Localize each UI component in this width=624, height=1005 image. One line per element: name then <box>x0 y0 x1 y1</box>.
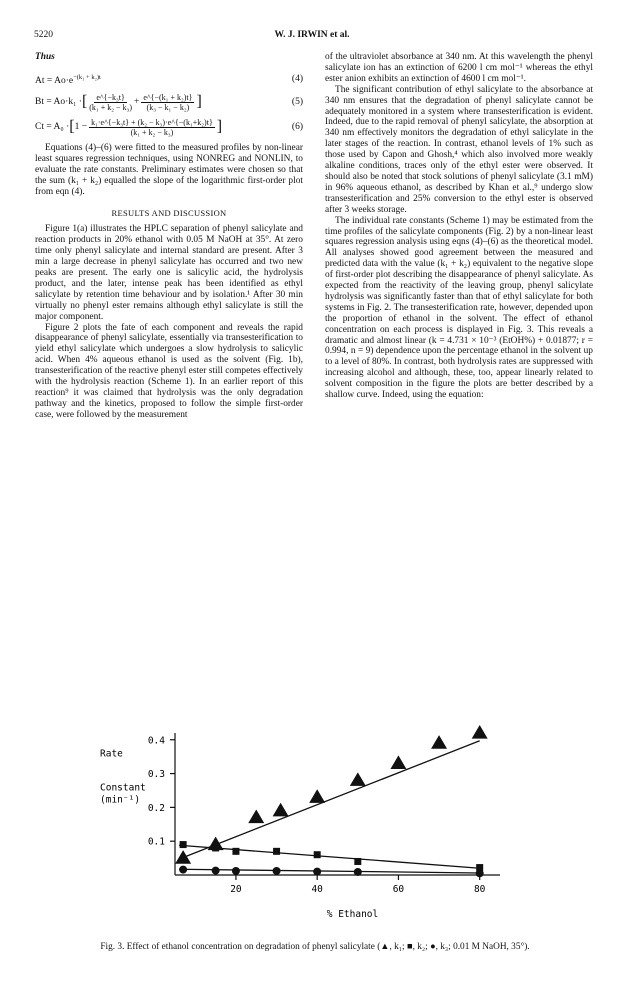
circle-fit-line <box>179 869 480 873</box>
eq4-lhs: At = Ao·e <box>35 76 74 87</box>
y-axis-label: Constant <box>100 782 146 794</box>
right-column <box>325 52 593 401</box>
eq5-term1 <box>89 93 132 112</box>
y-tick-label: 0.1 <box>147 836 165 848</box>
circle-marker <box>232 867 240 875</box>
paragraph: The individual rate constants (Scheme 1) may be estimated from the time profiles of the salicylate components (Fig. 2) by a non-linear least squares regression analysis using eqns (4)–(6) as the theoretical model. All analyses showed good agreement between the measured and predicted data with the value (k₁ + k₂) equivalent to the negative slope of first-order plot describing the disappearance of phenyl salicylate. As expected from the reactivity of the leaving group, phenyl salicylate hydrolysis was significantly faster than that of ethyl salicylate for both systems in Fig. 2. The transesterification rate, however, depended upon the proportion of ethanol in the solvent. The effect of ethanol concentration on each process is displayed in Fig. 3. This reveals a dramatic and almost linear (k = 4.731 × 10⁻³ (EtOH%) + 0.01877; r = 0.994, n = 9) dependence upon the percentage ethanol in the solvent up to a level of 80%. In contrast, both hydrolysis rates are suppressed with increasing alcohol and although, these, too, appear linearly related to solvent composition in the figure the plots are better described by a shallow curve. Indeed, using the equation: <box>325 215 593 401</box>
paragraph: Figure 1(a) illustrates the HPLC separation of phenyl salicylate and reaction products in 20% ethanol with 0.05 M NaOH at 35°. At zero time only phenyl salicylate and internal standard are present. After 3 min a large decrease in phenyl salicylate has occurred and two new peaks are present. The early one is salicylic acid, the hydrolysis product, and the later, intense peak has been identified as ethyl salicylate by retention time behaviour and by isolation.¹ After 30 min virtually no phenyl ester remains although ethyl salicylate is still the major component. <box>35 224 303 322</box>
x-tick-label: 20 <box>230 884 242 895</box>
figure-caption: Fig. 3. Effect of ethanol concentration on degradation of phenyl salicylate (▲, k₁; ■, k₂; ●, k₃; 0.01 M NaOH, 35°). <box>100 942 530 952</box>
paragraph: Figure 2 plots the fate of each component and reveals the rapid disappearance of phenyl salicylate, essentially via transesterification to yield ethyl salicylate which undergoes a slow hydrolysis to salicylic acid. When 4% aqueous ethanol is used as the solvent (Fig. 1b), transesterification of the reactive phenyl ester still competes effectively with the hydrolysis reaction (Scheme 1). In an earlier report of this reaction⁹ it was claimed that hydrolysis was the only degradation pathway and the kinetics, proposed to follow the simple first-order case, were followed by the measurement <box>35 322 303 420</box>
x-tick-label: 40 <box>311 884 323 895</box>
y-axis-label: Rate <box>100 748 123 760</box>
circle-marker <box>273 867 281 875</box>
thus-label: Thus <box>35 52 55 62</box>
square-marker <box>212 844 219 851</box>
paragraph: Equations (4)–(6) were fitted to the measured profiles by non-linear least squares regression techniques, using NONREG and NONLIN, to evaluate the rate constants. Preliminary estimates were chosen so that the sum (k₁ + k₂) equalled the slope of the logarithmic first-order plot from eqn (4). <box>35 142 303 197</box>
eq4-number: (4) <box>291 74 303 85</box>
equation-4 <box>35 73 303 87</box>
triangle-marker <box>309 789 325 803</box>
triangle-marker <box>472 725 488 739</box>
eq4-exponent: −(k₁ + k₂)t <box>73 73 101 81</box>
eq6-fraction <box>89 118 215 137</box>
x-axis-label: % Ethanol <box>326 909 379 920</box>
section-heading: RESULTS AND DISCUSSION <box>111 207 227 218</box>
triangle-marker <box>431 735 447 749</box>
circle-marker <box>354 868 362 876</box>
rate-constant-chart <box>0 725 624 935</box>
eq6-num: k₁·e^{−k₃t} + (k₂ − k₃)·e^{−(k₁+k₂)t} <box>91 117 213 127</box>
running-authors: W. J. IRWIN et al. <box>274 30 350 40</box>
eq6-lhs: Ct = A₀ · <box>35 122 70 133</box>
eq6-den: (k₁ + k₂ − k₃) <box>130 127 174 137</box>
circle-marker <box>313 868 321 876</box>
eq5-term1-num: e^{−k₃t} <box>96 92 125 102</box>
square-marker <box>180 841 187 848</box>
circle-marker <box>476 869 484 877</box>
y-tick-label: 0.3 <box>147 769 165 781</box>
square-marker <box>354 858 361 865</box>
y-tick-label: 0.4 <box>147 735 165 747</box>
eq5-term2-den: (k₃ − k₁ − k₂) <box>146 102 190 112</box>
triangle-marker <box>248 810 264 824</box>
eq6-one: 1 − <box>74 122 88 133</box>
square-fit-line <box>179 845 480 868</box>
x-tick-label: 80 <box>473 884 486 895</box>
equation-5: Bt = Ao·k₁ · [ $\frac{\text{e\textasciicircum{}\{−k₃t\}}}{\text{(k₁ + k₂ − k₃)}}$ + $\frac{\text{e\textasciicircum{}\{−(k₁ + k₂)t\}}}{\text{(k₃ − k₁ − k₂)}}$ ] (5) <box>35 92 303 112</box>
triangle-fit-line <box>179 741 480 859</box>
square-marker <box>232 848 239 855</box>
triangle-marker <box>390 755 406 769</box>
y-axis-label: (min⁻¹) <box>100 794 141 806</box>
eq5-term1-den: (k₁ + k₂ − k₃) <box>89 102 132 112</box>
square-marker <box>314 851 321 858</box>
eq5-number: (5) <box>291 97 303 108</box>
triangle-marker <box>350 772 366 786</box>
circle-marker <box>212 867 220 875</box>
left-column <box>35 52 303 421</box>
eq5-lhs: Bt = Ao·k₁ · <box>35 97 82 108</box>
circle-marker <box>179 866 187 874</box>
page-number: 5220 <box>34 30 53 40</box>
x-tick-label: 60 <box>392 884 405 895</box>
running-header <box>0 30 624 44</box>
equation-6: Ct = A₀ · [ 1 − $\frac{\text{k₁·e\textasciicircum{}\{−k₃t\} + (k₂ − k₃)·e\textasciicircum{}\{−(k₁+k₂)t\}}}{\text{(k₁ + k₂ − k₃)}}$ ] (6) <box>35 117 303 137</box>
eq6-number: (6) <box>291 122 303 133</box>
eq5-term2-num: e^{−(k₁ + k₂)t} <box>143 92 193 102</box>
y-tick-label: 0.2 <box>147 802 165 814</box>
triangle-marker <box>273 803 289 817</box>
triangle-marker <box>175 850 191 864</box>
paragraph: The significant contribution of ethyl salicylate to the absorbance at 340 nm ensures that the degradation of phenyl salicylate cannot be adequately monitored in a system where transesterification is evident. Indeed, due to the rapid removal of phenyl salicylate, the absorption at 340 nm effectively monitors the degradation of ethyl salicylate in the later stages of the reaction. In contrast, ethanol levels of 1% such as those used by Capon and Ghosh,⁴ which also involved more weakly alkaline conditions, traces only of the ethyl ester were observed. It should also be noted that stock solutions of phenyl salicylate (3.1 mM) in 96% aqueous ethanol, as described by Khan et al.,⁹ undergo slow transesterification and 25% conversion to the ethyl ester is observed after 3 weeks storage. <box>325 84 593 215</box>
eq5-term2 <box>141 93 194 112</box>
square-marker <box>273 848 280 855</box>
eq5-plus: + <box>133 97 140 108</box>
paragraph: of the ultraviolet absorbance at 340 nm. At this wavelength the phenyl salicylate ion has an extinction of 6200 l cm mol⁻¹ whereas the ethyl ester anion exhibits an extinction of 4600 l cm mol⁻¹. <box>325 52 593 84</box>
